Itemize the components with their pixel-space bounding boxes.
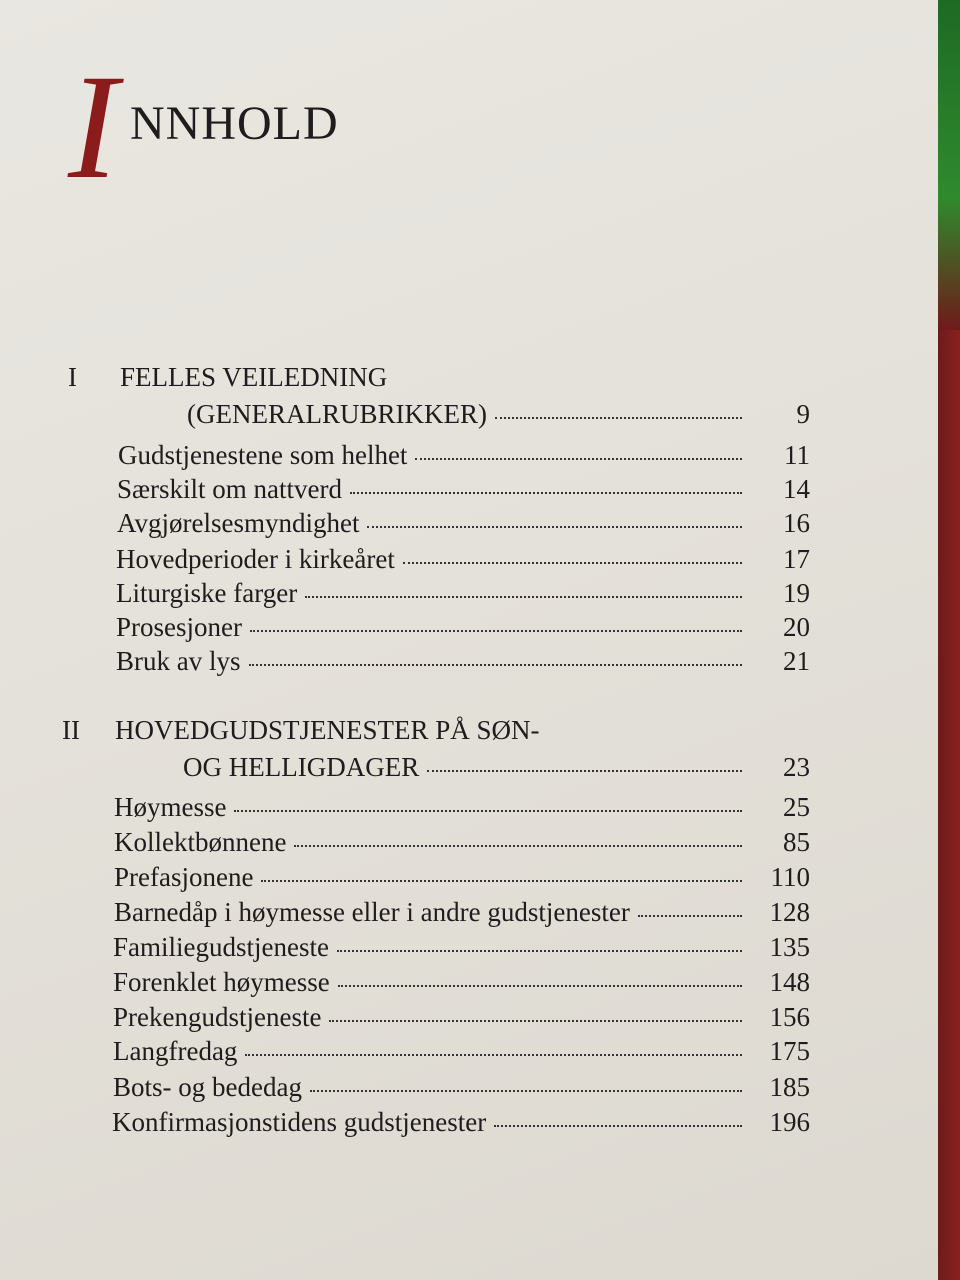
page-number: 110 — [770, 862, 810, 892]
page-number: 135 — [769, 932, 810, 962]
entry-label: Bots- og bededag — [113, 1072, 302, 1102]
entry-label: Avgjørelsesmyndighet — [117, 508, 360, 538]
toc-entry — [116, 612, 810, 643]
entry-label: Bruk av lys — [116, 646, 241, 676]
entry-label: Langfredag — [113, 1036, 238, 1066]
toc-entry — [113, 967, 810, 998]
dot-leader — [367, 526, 742, 528]
entry-label: Forenklet høymesse — [113, 967, 330, 997]
entry-label: Hovedperioder i kirkeåret — [116, 544, 395, 574]
page-number: 19 — [783, 578, 810, 608]
toc-entry — [113, 1002, 810, 1033]
toc-entry — [114, 862, 810, 893]
entry-label: Høymesse — [114, 792, 227, 822]
background-green — [938, 0, 960, 330]
entry-label: Liturgiske farger — [116, 578, 298, 608]
dot-leader — [427, 770, 742, 772]
toc-entry — [116, 544, 810, 575]
entry-label: Gudstjenestene som helhet — [118, 440, 408, 470]
toc-entry — [113, 932, 810, 963]
page-number: 85 — [783, 827, 810, 857]
page-number: 148 — [769, 967, 810, 997]
dot-leader — [638, 915, 742, 917]
dot-leader — [261, 880, 742, 882]
page-number: 128 — [769, 897, 810, 927]
toc-entry — [118, 440, 810, 471]
entry-label: (GENERALRUBRIKKER) — [187, 399, 487, 429]
dot-leader — [403, 562, 742, 564]
entry-label: Prosesjoner — [116, 612, 242, 642]
entry-label: Kollektbønnene — [114, 827, 287, 857]
toc-entry — [112, 1107, 810, 1138]
toc-entry — [114, 897, 810, 928]
page-number: 185 — [769, 1072, 810, 1102]
entry-label: Særskilt om nattverd — [117, 474, 342, 504]
toc-entry — [113, 1072, 810, 1103]
section-heading — [115, 715, 810, 746]
page-number: 9 — [796, 399, 810, 429]
entry-label: Prekengudstjeneste — [113, 1002, 322, 1032]
entry-label: Prefasjonene — [114, 862, 254, 892]
entry-label: Familiegudstjeneste — [113, 932, 329, 962]
dot-leader — [337, 950, 742, 952]
dot-leader — [245, 1054, 742, 1056]
toc-entry — [117, 508, 810, 539]
toc-entry — [116, 646, 810, 677]
dot-leader — [329, 1020, 742, 1022]
page-number: 20 — [783, 612, 810, 642]
title-initial: I — [68, 44, 118, 210]
dot-leader — [250, 630, 742, 632]
entry-label: Konfirmasjonstidens gudstjenester — [112, 1107, 487, 1137]
dot-leader — [310, 1090, 742, 1092]
entry-label: HOVEDGUDSTJENESTER PÅ SØN- — [115, 715, 540, 745]
dot-leader — [249, 664, 743, 666]
toc-entry — [117, 474, 810, 505]
page-number: 16 — [783, 508, 810, 538]
page-number: 23 — [783, 752, 810, 782]
page-number: 196 — [769, 1107, 810, 1137]
section-heading-continued — [187, 399, 810, 430]
dot-leader — [495, 417, 742, 419]
section-numeral: II — [62, 715, 80, 745]
toc-entry — [114, 827, 810, 858]
page-number: 156 — [769, 1002, 810, 1032]
section-heading — [120, 362, 810, 393]
dot-leader — [350, 492, 742, 494]
dot-leader — [234, 810, 742, 812]
entry-label: FELLES VEILEDNING — [120, 362, 388, 392]
page-number: 17 — [783, 544, 810, 574]
page-number: 11 — [784, 440, 810, 470]
dot-leader — [294, 845, 742, 847]
dot-leader — [338, 985, 742, 987]
title-rest: NNHOLD — [130, 97, 339, 150]
page-number: 175 — [769, 1036, 810, 1066]
toc-entry — [114, 792, 810, 823]
page-number: 21 — [783, 646, 810, 676]
page-number: 25 — [783, 792, 810, 822]
toc-entry — [113, 1036, 810, 1067]
page-number: 14 — [783, 474, 810, 504]
dot-leader — [305, 596, 742, 598]
dot-leader — [415, 458, 742, 460]
dot-leader — [494, 1125, 742, 1127]
entry-label: Barnedåp i høymesse eller i andre gudstjenester — [114, 897, 630, 927]
toc-entry — [116, 578, 810, 609]
entry-label: OG HELLIGDAGER — [183, 752, 420, 782]
section-heading-continued — [183, 752, 810, 783]
section-numeral: I — [68, 362, 77, 392]
